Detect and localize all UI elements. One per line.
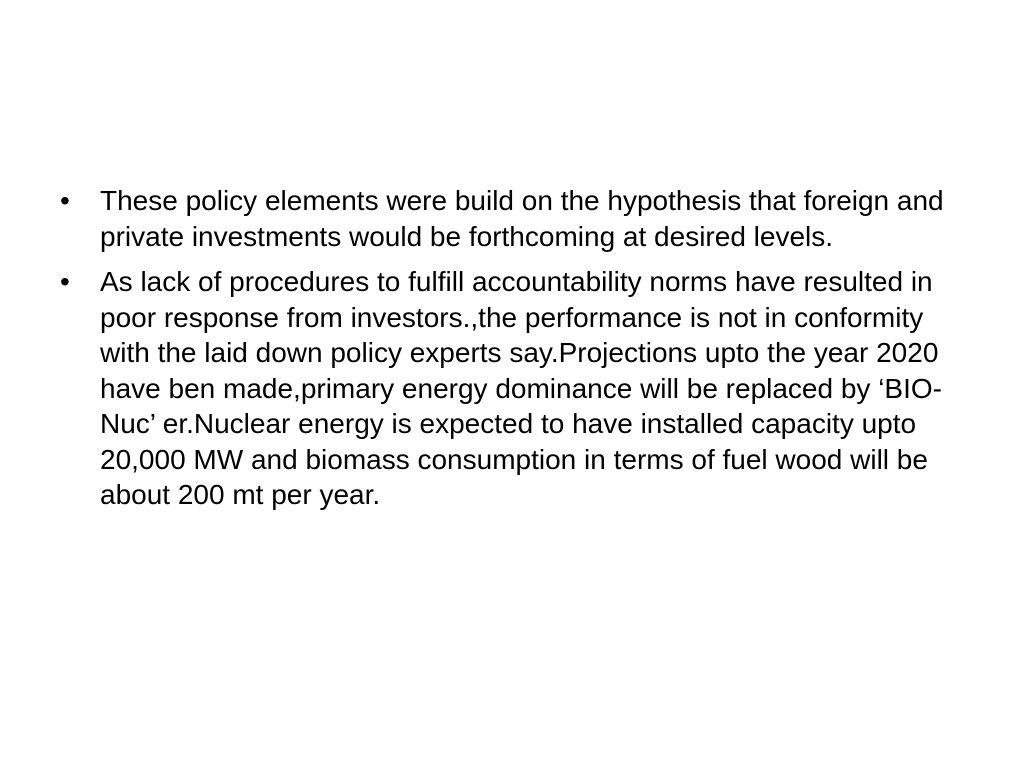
bullet-list xyxy=(58,183,978,523)
bullet-icon: • xyxy=(60,266,70,297)
bullet-text: As lack of procedures to fulfill accountability norms have resulted in poor response from investors.,the performance is not in conformity with the laid down policy experts say.Projections upto the year 2020 have ben made,primary energy dominance will be replaced by ‘BIO-Nuc’ er.Nuclear energy is expected to have installed capacity upto 20,000 MW and biomass consumption in terms of fuel wood will be about 200 mt per year. xyxy=(100,266,942,510)
bullet-icon: • xyxy=(60,185,70,216)
bullet-text: These policy elements were build on the hypothesis that foreign and private investments would be forthcoming at desired levels. xyxy=(100,185,944,252)
bullet-item-hypothesis xyxy=(58,183,978,254)
bullet-item-performance xyxy=(58,264,978,513)
